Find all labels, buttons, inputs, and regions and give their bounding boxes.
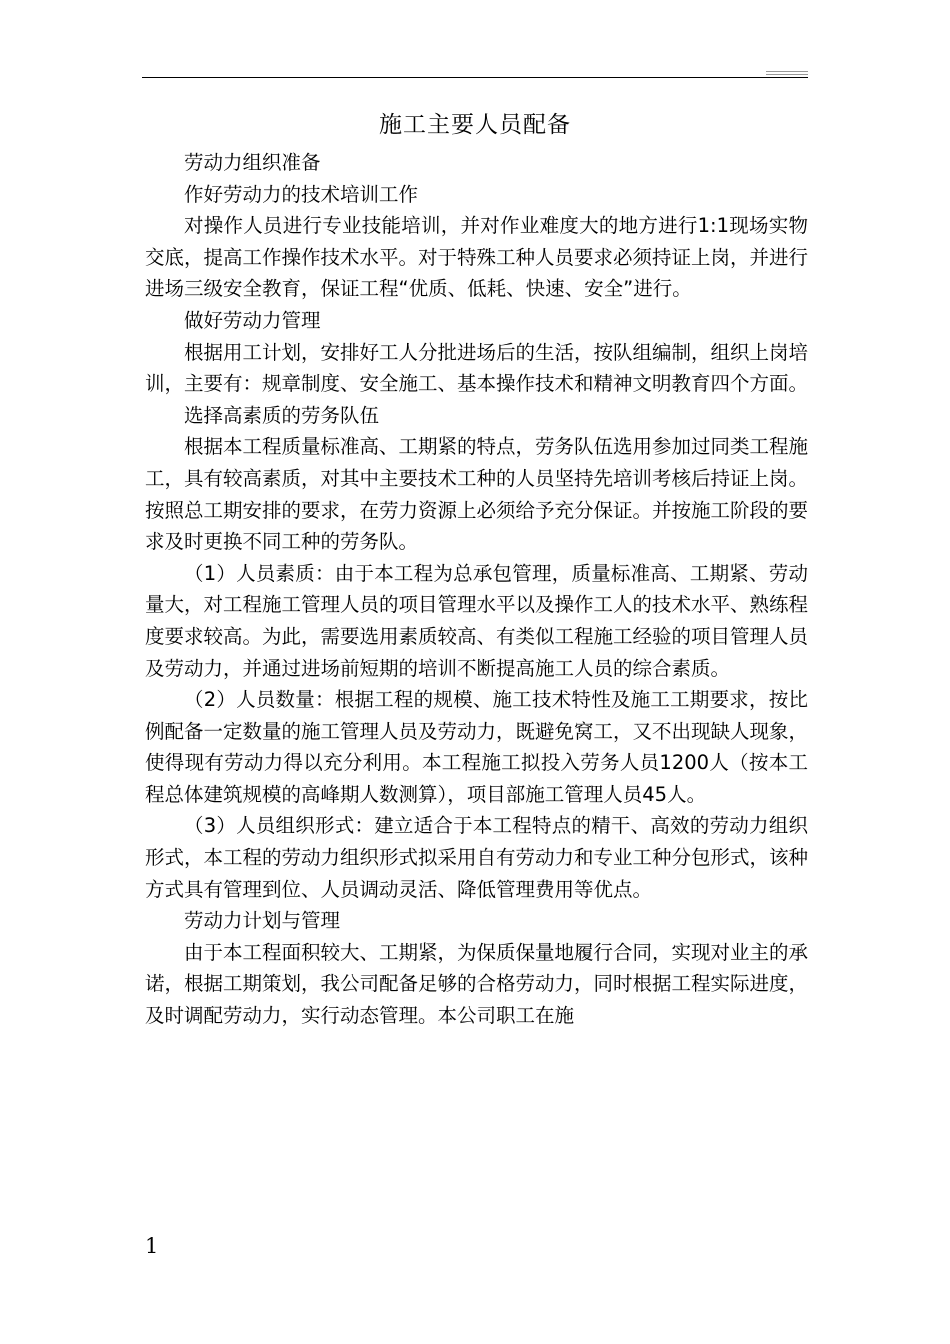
header-mark (766, 71, 808, 72)
body-paragraph: 由于本工程面积较大、工期紧，为保质保量地履行合同，实现对业主的承诺，根据工期策划，我公司配备足够的合格劳动力，同时根据工程实际进度，及时调配劳动力，实行动态管理。本公司职工在施 (145, 940, 809, 1028)
section-heading: 劳动力组织准备 (184, 151, 321, 174)
document-body (145, 147, 808, 1032)
body-paragraph: 根据用工计划，安排好工人分批进场后的生活，按队组编制，组织上岗培训，主要有：规章制度、安全施工、基本操作技术和精神文明教育四个方面。 (145, 340, 809, 396)
subsection-heading: 劳动力计划与管理 (184, 909, 341, 933)
body-paragraph: （1）人员素质：由于本工程为总承包管理，质量标准高、工期紧、劳动量大，对工程施工管理人员的项目管理水平以及操作工人的技术水平、熟练程度要求较高。为此，需要选用素质较高、有类似工程施工经验的项目管理人员及劳动力，并通过进场前短期的培训不断提高施工人员的综合素质。 (145, 561, 809, 680)
subsection-heading: 作好劳动力的技术培训工作 (184, 182, 419, 206)
header-mark (766, 74, 808, 75)
subsection-heading: 做好劳动力管理 (184, 308, 321, 332)
page-number: 1 (145, 1234, 159, 1258)
document-title: 施工主要人员配备 (379, 112, 571, 138)
body-paragraph: 对操作人员进行专业技能培训，并对作业难度大的地方进行1:1现场实物交底，提高工作操作技术水平。对于特殊工种人员要求必须持证上岗，并进行进场三级安全教育，保证工程“优质、低耗、快速、安全”进行。 (145, 214, 809, 301)
subsection-heading: 选择高素质的劳务队伍 (184, 403, 380, 427)
body-paragraph: （2）人员数量：根据工程的规模、施工技术特性及施工工期要求，按比例配备一定数量的施工管理人员及劳动力，既避免窝工，又不出现缺人现象，使得现有劳动力得以充分利用。本工程施工拟投入劳务人员1200人（按本工程总体建筑规模的高峰期人数测算），项目部施工管理人员45人。 (145, 688, 809, 806)
body-paragraph: 根据本工程质量标准高、工期紧的特点，劳务队伍选用参加过同类工程施工，具有较高素质，对其中主要技术工种的人员坚持先培训考核后持证上岗。按照总工期安排的要求，在劳力资源上必须给予充分保证。并按施工阶段的要求及时更换不同工种的劳务队。 (145, 435, 809, 554)
body-paragraph: （3）人员组织形式：建立适合于本工程特点的精干、高效的劳动力组织形式，本工程的劳动力组织形式拟采用自有劳动力和专业工种分包形式，该种方式具有管理到位、人员调动灵活、降低管理费用等优点。 (145, 814, 809, 901)
header-rule (142, 77, 808, 78)
